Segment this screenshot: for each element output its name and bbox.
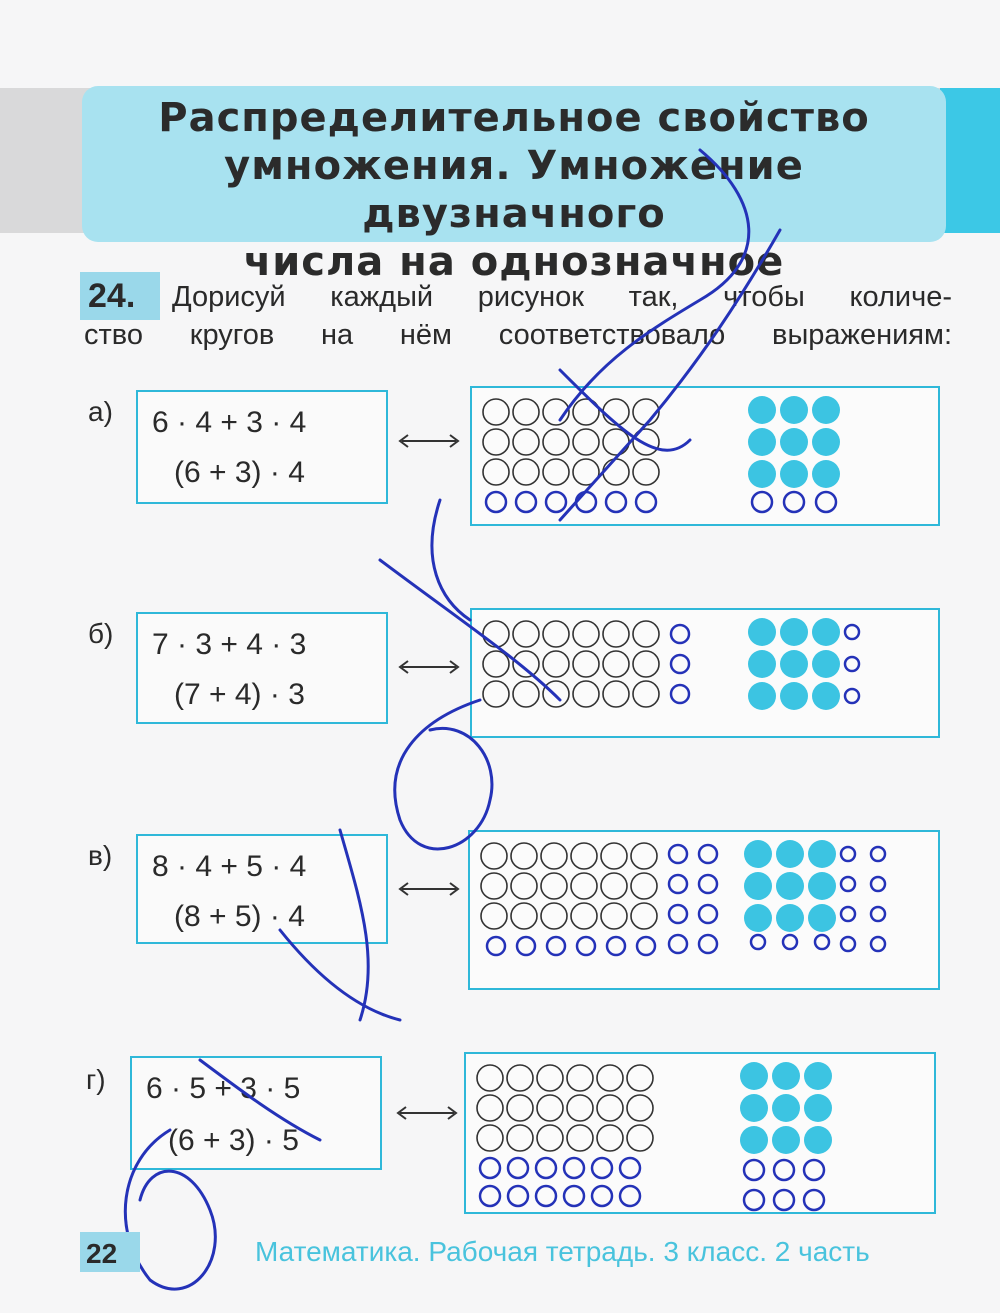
drawn-circle — [699, 935, 717, 953]
outline-circle — [513, 399, 539, 425]
filled-circle — [808, 872, 836, 900]
drawn-circle — [804, 1160, 824, 1180]
filled-circle — [744, 840, 772, 868]
outline-circle — [573, 429, 599, 455]
outline-circle — [481, 873, 507, 899]
drawn-circle — [871, 907, 885, 921]
header-accent — [940, 88, 1000, 233]
outline-circle — [627, 1095, 653, 1121]
expression-g-1: 6 · 5 + 3 · 5 — [146, 1072, 301, 1105]
drawn-circle — [784, 492, 804, 512]
outline-circle — [537, 1125, 563, 1151]
drawn-circle — [671, 685, 689, 703]
filled-circle — [748, 396, 776, 424]
title-line-3: числа на однозначное — [243, 239, 785, 285]
drawn-circle — [637, 937, 655, 955]
outline-circle — [567, 1095, 593, 1121]
filled-circle — [740, 1126, 768, 1154]
outline-circle — [481, 903, 507, 929]
filled-circle — [804, 1062, 832, 1090]
drawn-circle — [480, 1186, 500, 1206]
drawn-circle — [620, 1158, 640, 1178]
outline-circle — [537, 1065, 563, 1091]
circles-panel-v — [468, 830, 940, 990]
drawn-circle — [576, 492, 596, 512]
filled-circle — [804, 1094, 832, 1122]
outline-circle — [511, 843, 537, 869]
drawn-circle — [671, 625, 689, 643]
drawn-circle — [516, 492, 536, 512]
expression-box-g — [130, 1056, 382, 1170]
outline-circle — [477, 1125, 503, 1151]
drawn-circle — [699, 905, 717, 923]
outline-circle — [543, 429, 569, 455]
drawn-circle — [699, 845, 717, 863]
filled-circle — [808, 904, 836, 932]
title-line-2: умножения. Умножение двузначного — [224, 143, 804, 237]
filled-circle — [748, 682, 776, 710]
outline-circle — [513, 651, 539, 677]
filled-circle — [744, 904, 772, 932]
drawn-circle — [841, 877, 855, 891]
outline-circle — [633, 621, 659, 647]
outline-circle — [483, 651, 509, 677]
outline-circle — [631, 873, 657, 899]
drawn-circle — [699, 875, 717, 893]
drawn-circle — [508, 1158, 528, 1178]
filled-circle — [812, 650, 840, 678]
drawn-circle — [607, 937, 625, 955]
outline-circle — [633, 459, 659, 485]
double-arrow-icon — [398, 660, 460, 674]
book-title: Математика. Рабочая тетрадь. 3 класс. 2 часть — [255, 1236, 870, 1267]
filled-circle — [748, 428, 776, 456]
drawn-circle — [536, 1186, 556, 1206]
double-arrow-icon — [396, 1106, 458, 1120]
expression-a-1: 6 · 4 + 3 · 4 — [152, 406, 307, 439]
drawn-circle — [841, 907, 855, 921]
filled-circle — [744, 872, 772, 900]
expression-g-2: (6 + 3) · 5 — [168, 1124, 299, 1157]
filled-circle — [772, 1094, 800, 1122]
drawn-circle — [547, 937, 565, 955]
outline-circle — [483, 681, 509, 707]
drawn-circle — [669, 845, 687, 863]
expression-a-2: (6 + 3) · 4 — [174, 456, 305, 489]
expression-b-2: (7 + 4) · 3 — [174, 678, 305, 711]
double-arrow-icon — [398, 434, 460, 448]
outline-circle — [511, 873, 537, 899]
outline-circle — [541, 843, 567, 869]
filled-circle — [740, 1062, 768, 1090]
filled-circle — [780, 428, 808, 456]
outline-circle — [483, 429, 509, 455]
circles-panel-g — [464, 1052, 936, 1214]
drawn-circle — [671, 655, 689, 673]
drawn-circle — [744, 1160, 764, 1180]
filled-circle — [748, 460, 776, 488]
drawn-circle — [752, 492, 772, 512]
outline-circle — [597, 1065, 623, 1091]
drawn-circle — [536, 1158, 556, 1178]
item-letter-b: б) — [88, 618, 114, 649]
drawn-circle — [669, 905, 687, 923]
outline-circle — [507, 1065, 533, 1091]
outline-circle — [601, 843, 627, 869]
page-number: 22 — [86, 1238, 118, 1269]
drawn-circle — [620, 1186, 640, 1206]
item-letter-v: в) — [88, 840, 113, 871]
drawn-circle — [841, 847, 855, 861]
outline-circle — [633, 429, 659, 455]
drawn-circle — [564, 1186, 584, 1206]
drawn-circle — [845, 657, 859, 671]
filled-circle — [812, 396, 840, 424]
filled-circle — [776, 872, 804, 900]
outline-circle — [543, 621, 569, 647]
outline-circle — [507, 1125, 533, 1151]
filled-circle — [772, 1062, 800, 1090]
drawn-circle — [606, 492, 626, 512]
outline-circle — [543, 459, 569, 485]
drawn-circle — [871, 877, 885, 891]
drawn-circle — [546, 492, 566, 512]
filled-circle — [776, 904, 804, 932]
outline-circle — [597, 1125, 623, 1151]
drawn-circle — [669, 875, 687, 893]
outline-circle — [541, 873, 567, 899]
drawn-circle — [815, 935, 829, 949]
task-number: 24. — [80, 272, 160, 320]
outline-circle — [603, 459, 629, 485]
filled-circle — [748, 650, 776, 678]
outline-circle — [633, 681, 659, 707]
outline-circle — [507, 1095, 533, 1121]
drawn-circle — [845, 689, 859, 703]
outline-circle — [631, 903, 657, 929]
item-letter-a: а) — [88, 396, 113, 427]
filled-circle — [812, 428, 840, 456]
filled-circle — [812, 618, 840, 646]
task-text-line-2: ство кругов на нём соответствовало выражениям: — [84, 319, 952, 351]
filled-circle — [780, 682, 808, 710]
circles-panel-a — [470, 386, 940, 526]
outline-circle — [513, 621, 539, 647]
outline-circle — [573, 399, 599, 425]
circles-panel-b — [470, 608, 940, 738]
filled-circle — [748, 618, 776, 646]
drawn-circle — [564, 1158, 584, 1178]
title-line-1: Распределительное свойство — [158, 95, 870, 141]
outline-circle — [571, 843, 597, 869]
drawn-circle — [744, 1190, 764, 1210]
drawn-circle — [871, 847, 885, 861]
outline-circle — [567, 1125, 593, 1151]
outline-circle — [573, 621, 599, 647]
expression-box-v — [136, 834, 388, 944]
outline-circle — [573, 651, 599, 677]
drawn-circle — [669, 935, 687, 953]
filled-circle — [740, 1094, 768, 1122]
filled-circle — [780, 650, 808, 678]
outline-circle — [511, 903, 537, 929]
outline-circle — [513, 459, 539, 485]
outline-circle — [597, 1095, 623, 1121]
outline-circle — [571, 903, 597, 929]
filled-circle — [772, 1126, 800, 1154]
item-letter-g: г) — [86, 1064, 106, 1095]
drawn-circle — [751, 935, 765, 949]
filled-circle — [804, 1126, 832, 1154]
filled-circle — [776, 840, 804, 868]
expression-v-2: (8 + 5) · 4 — [174, 900, 305, 933]
outline-circle — [573, 681, 599, 707]
outline-circle — [631, 843, 657, 869]
filled-circle — [780, 396, 808, 424]
outline-circle — [543, 651, 569, 677]
outline-circle — [603, 651, 629, 677]
filled-circle — [780, 460, 808, 488]
drawn-circle — [816, 492, 836, 512]
double-arrow-icon — [398, 882, 460, 896]
outline-circle — [601, 903, 627, 929]
outline-circle — [603, 621, 629, 647]
outline-circle — [483, 459, 509, 485]
drawn-circle — [508, 1186, 528, 1206]
outline-circle — [571, 873, 597, 899]
drawn-circle — [486, 492, 506, 512]
task-text-line-1: Дорисуй каждый рисунок так, чтобы количе- — [172, 281, 952, 313]
drawn-circle — [845, 625, 859, 639]
title-box — [82, 86, 946, 285]
drawn-circle — [774, 1190, 794, 1210]
outline-circle — [603, 429, 629, 455]
outline-circle — [537, 1095, 563, 1121]
outline-circle — [633, 651, 659, 677]
outline-circle — [541, 903, 567, 929]
expression-b-1: 7 · 3 + 4 · 3 — [152, 628, 307, 661]
expression-box-a — [136, 390, 388, 504]
filled-circle — [808, 840, 836, 868]
outline-circle — [603, 399, 629, 425]
outline-circle — [627, 1065, 653, 1091]
filled-circle — [812, 460, 840, 488]
drawn-circle — [871, 937, 885, 951]
outline-circle — [633, 399, 659, 425]
outline-circle — [483, 621, 509, 647]
drawn-circle — [636, 492, 656, 512]
outline-circle — [567, 1065, 593, 1091]
drawn-circle — [783, 935, 797, 949]
expression-box-b — [136, 612, 388, 724]
outline-circle — [477, 1095, 503, 1121]
outline-circle — [481, 843, 507, 869]
drawn-circle — [480, 1158, 500, 1178]
outline-circle — [513, 429, 539, 455]
filled-circle — [780, 618, 808, 646]
drawn-circle — [804, 1190, 824, 1210]
drawn-circle — [592, 1186, 612, 1206]
outline-circle — [483, 399, 509, 425]
outline-circle — [601, 873, 627, 899]
outline-circle — [543, 399, 569, 425]
outline-circle — [477, 1065, 503, 1091]
outline-circle — [603, 681, 629, 707]
expression-v-1: 8 · 4 + 5 · 4 — [152, 850, 307, 883]
drawn-circle — [577, 937, 595, 955]
drawn-circle — [487, 937, 505, 955]
drawn-circle — [774, 1160, 794, 1180]
outline-circle — [513, 681, 539, 707]
drawn-circle — [592, 1158, 612, 1178]
filled-circle — [812, 682, 840, 710]
outline-circle — [627, 1125, 653, 1151]
drawn-circle — [517, 937, 535, 955]
outline-circle — [543, 681, 569, 707]
outline-circle — [573, 459, 599, 485]
drawn-circle — [841, 937, 855, 951]
